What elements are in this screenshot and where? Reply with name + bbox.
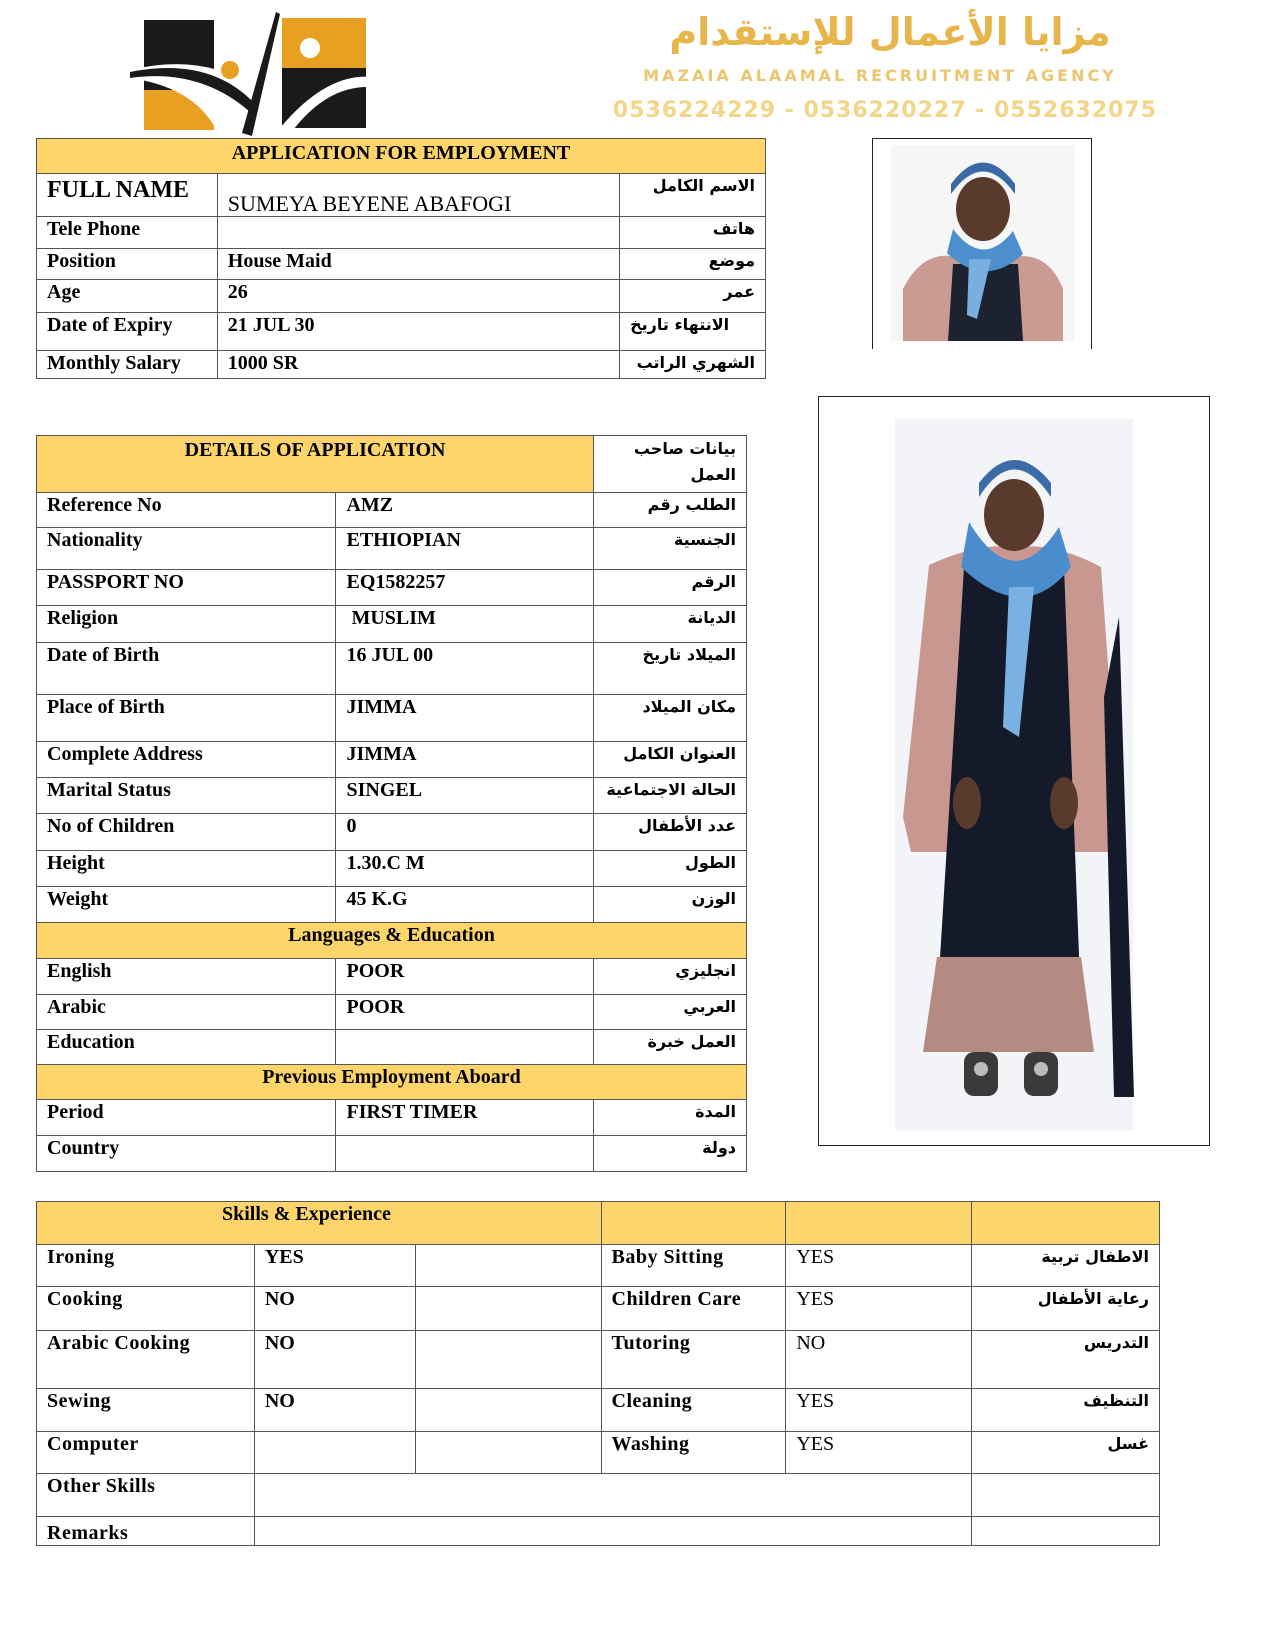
field-label: Monthly Salary xyxy=(37,351,218,379)
empty-cell xyxy=(415,1287,601,1331)
skill-label: Ironing xyxy=(37,1245,255,1287)
application-table xyxy=(36,138,766,379)
field-label-ar: الطلب رقم xyxy=(594,493,747,528)
header-cell xyxy=(972,1202,1160,1245)
skill-value: YES xyxy=(786,1245,972,1287)
skill-label: Cooking xyxy=(37,1287,255,1331)
weight-value: 45 K.G xyxy=(336,887,594,923)
field-label: Religion xyxy=(37,606,336,643)
header-cell xyxy=(601,1202,786,1245)
skill-label: Children Care xyxy=(601,1287,786,1331)
skill-label: Computer xyxy=(37,1432,255,1474)
salary-value: 1000 SR xyxy=(217,351,619,379)
skill-value: NO xyxy=(786,1331,972,1389)
field-label-ar: عمر xyxy=(620,280,766,313)
empty-cell xyxy=(972,1474,1160,1517)
dob-value: 16 JUL 00 xyxy=(336,643,594,695)
field-label-ar: الديانة xyxy=(594,606,747,643)
skills-table xyxy=(36,1201,1160,1546)
brand-arabic-name: مزايا الأعمال للإستقدام xyxy=(669,10,1111,54)
agency-logo xyxy=(130,8,380,140)
telephone-value xyxy=(217,217,619,249)
skill-value: YES xyxy=(786,1432,972,1474)
full-body-photo xyxy=(818,396,1210,1146)
skill-value: NO xyxy=(254,1331,415,1389)
skill-label-ar: الاطفال تربية xyxy=(972,1245,1160,1287)
field-label-ar: انجليزي xyxy=(594,959,747,995)
full-name-value: SUMEYA BEYENE ABAFOGI xyxy=(217,174,619,217)
field-label: Height xyxy=(37,851,336,887)
details-title: DETAILS OF APPLICATION xyxy=(37,436,594,493)
skill-label-ar: التدريس xyxy=(972,1331,1160,1389)
field-label: Complete Address xyxy=(37,742,336,778)
field-label: Education xyxy=(37,1030,336,1065)
field-label: FULL NAME xyxy=(37,174,218,217)
education-value xyxy=(336,1030,594,1065)
english-value: POOR xyxy=(336,959,594,995)
field-label-ar: الوزن xyxy=(594,887,747,923)
application-title: APPLICATION FOR EMPLOYMENT xyxy=(37,139,766,174)
empty-cell xyxy=(415,1389,601,1432)
country-value xyxy=(336,1136,594,1172)
brand-phone-numbers: 0536224229 - 0536220227 - 0552632075 xyxy=(612,98,1158,123)
skill-label: Baby Sitting xyxy=(601,1245,786,1287)
field-label-ar: العربي xyxy=(594,995,747,1030)
field-label-ar: الطول xyxy=(594,851,747,887)
skill-value: NO xyxy=(254,1287,415,1331)
skills-title: Skills & Experience xyxy=(37,1202,602,1245)
skill-label: Arabic Cooking xyxy=(37,1331,255,1389)
skill-label: Sewing xyxy=(37,1389,255,1432)
field-label: PASSPORT NO xyxy=(37,570,336,606)
field-label-ar: الجنسية xyxy=(594,528,747,570)
field-label-ar: العمل خبرة xyxy=(594,1030,747,1065)
field-label: Date of Birth xyxy=(37,643,336,695)
field-label: Country xyxy=(37,1136,336,1172)
field-label-ar: دولة xyxy=(594,1136,747,1172)
previous-employment-title: Previous Employment Aboard xyxy=(37,1065,747,1100)
nationality-value: ETHIOPIAN xyxy=(336,528,594,570)
field-label: Marital Status xyxy=(37,778,336,814)
header-cell xyxy=(786,1202,972,1245)
details-table xyxy=(36,435,747,1172)
field-label-ar: الاسم الكامل xyxy=(620,174,766,217)
field-label: Arabic xyxy=(37,995,336,1030)
position-value: House Maid xyxy=(217,249,619,280)
field-label: No of Children xyxy=(37,814,336,851)
skill-value: YES xyxy=(254,1245,415,1287)
empty-cell xyxy=(415,1245,601,1287)
field-label: Age xyxy=(37,280,218,313)
remarks-value xyxy=(254,1517,971,1546)
field-label-ar: عدد الأطفال xyxy=(594,814,747,851)
field-label-ar: العنوان الكامل xyxy=(594,742,747,778)
portrait-photo xyxy=(872,138,1092,349)
skill-value: YES xyxy=(786,1389,972,1432)
field-label: Nationality xyxy=(37,528,336,570)
reference-value: AMZ xyxy=(336,493,594,528)
field-label-ar: الحالة الاجتماعية xyxy=(594,778,747,814)
skill-value xyxy=(254,1432,415,1474)
field-label: English xyxy=(37,959,336,995)
brand-english-name: MAZAIA ALAAMAL RECRUITMENT AGENCY xyxy=(643,66,1117,85)
empty-cell xyxy=(415,1331,601,1389)
languages-title: Languages & Education xyxy=(37,923,747,959)
pob-value: JIMMA xyxy=(336,695,594,742)
field-label-ar: المدة xyxy=(594,1100,747,1136)
field-label-ar: مكان الميلاد xyxy=(594,695,747,742)
field-label: Reference No xyxy=(37,493,336,528)
other-skills-label: Other Skills xyxy=(37,1474,255,1517)
remarks-label: Remarks xyxy=(37,1517,255,1546)
other-skills-value xyxy=(254,1474,971,1517)
field-label-ar: الانتهاء تاريخ xyxy=(620,313,766,351)
empty-cell xyxy=(415,1432,601,1474)
details-title-ar: بيانات صاحب العمل xyxy=(594,436,747,493)
field-label: Weight xyxy=(37,887,336,923)
height-value: 1.30.C M xyxy=(336,851,594,887)
field-label: Position xyxy=(37,249,218,280)
field-label-ar: الشهري الراتب xyxy=(620,351,766,379)
field-label-ar: موضع xyxy=(620,249,766,280)
field-label: Place of Birth xyxy=(37,695,336,742)
skill-label-ar: التنظيف xyxy=(972,1389,1160,1432)
field-label-ar: الرقم xyxy=(594,570,747,606)
skill-label: Tutoring xyxy=(601,1331,786,1389)
field-label: Tele Phone xyxy=(37,217,218,249)
address-value: JIMMA xyxy=(336,742,594,778)
passport-value: EQ1582257 xyxy=(336,570,594,606)
field-label: Period xyxy=(37,1100,336,1136)
skill-label-ar: رعاية الأطفال xyxy=(972,1287,1160,1331)
field-label-ar: هاتف xyxy=(620,217,766,249)
religion-value: MUSLIM xyxy=(336,606,594,643)
empty-cell xyxy=(972,1517,1160,1546)
field-label: Date of Expiry xyxy=(37,313,218,351)
skill-label-ar: غسل xyxy=(972,1432,1160,1474)
skill-label: Cleaning xyxy=(601,1389,786,1432)
children-value: 0 xyxy=(336,814,594,851)
age-value: 26 xyxy=(217,280,619,313)
period-value: FIRST TIMER xyxy=(336,1100,594,1136)
skill-label: Washing xyxy=(601,1432,786,1474)
skill-value: YES xyxy=(786,1287,972,1331)
field-label-ar: الميلاد تاريخ xyxy=(594,643,747,695)
marital-value: SINGEL xyxy=(336,778,594,814)
expiry-value: 21 JUL 30 xyxy=(217,313,619,351)
skill-value: NO xyxy=(254,1389,415,1432)
arabic-value: POOR xyxy=(336,995,594,1030)
